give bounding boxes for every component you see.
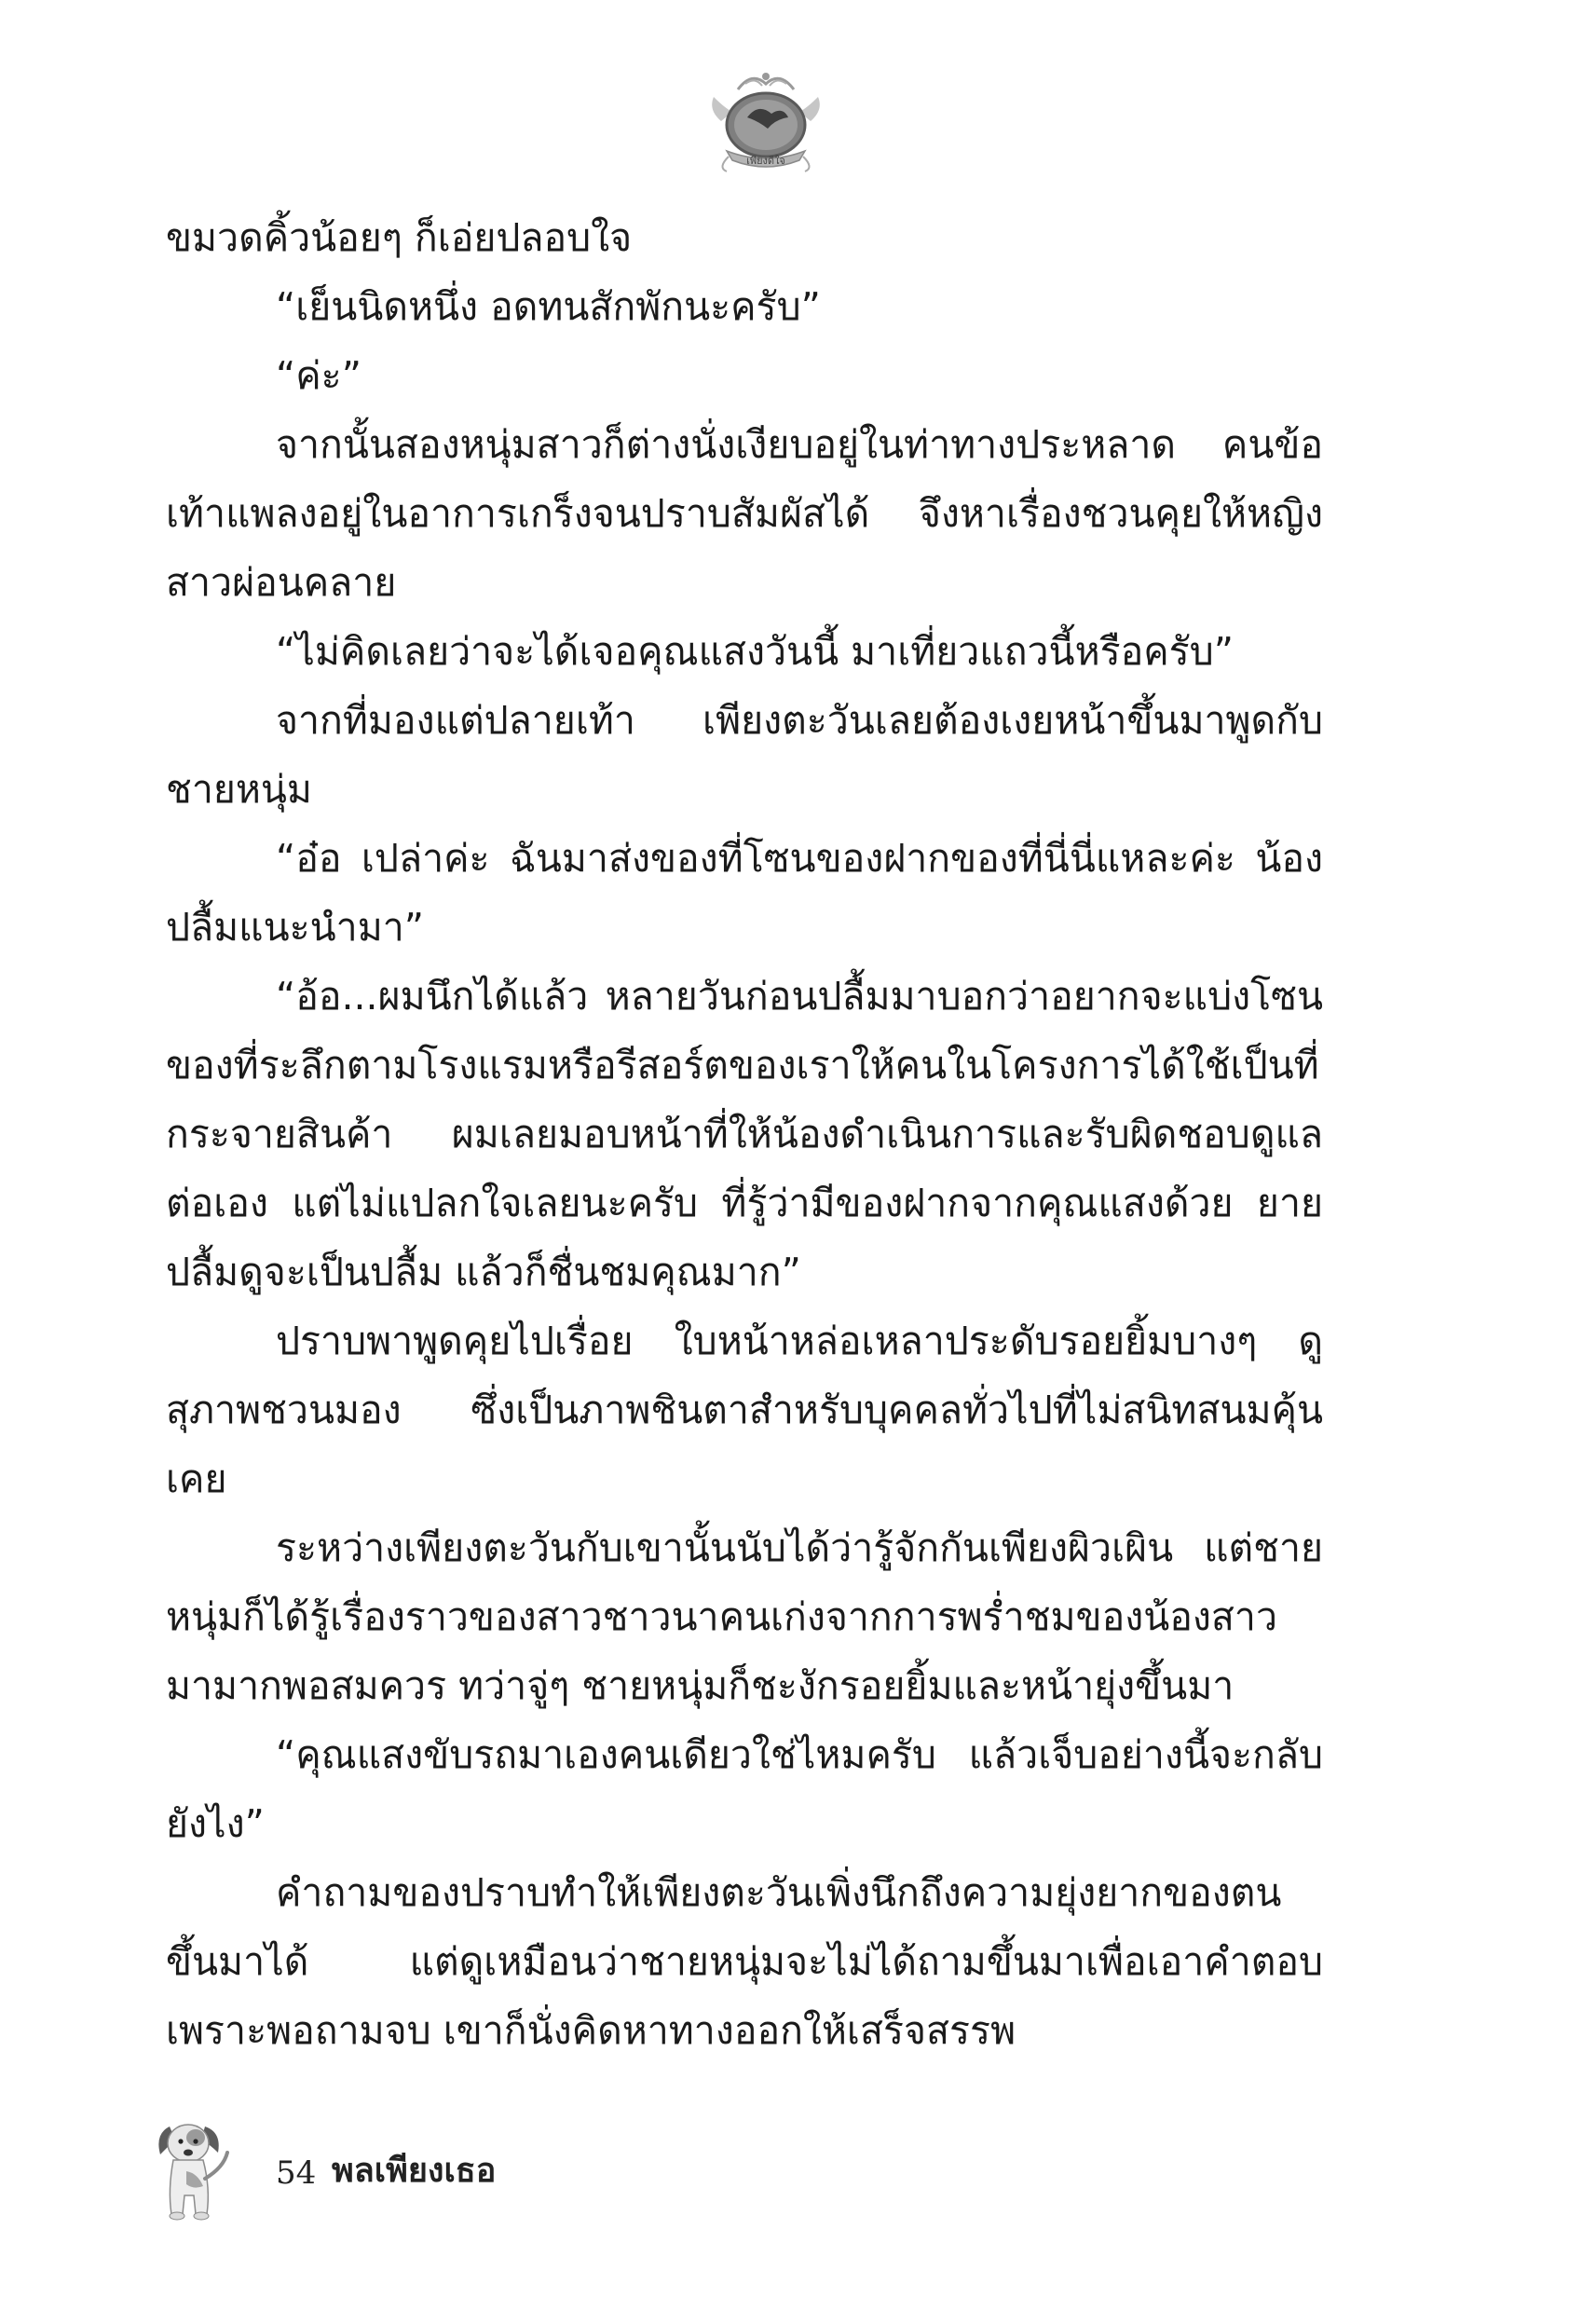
body-paragraph: จากที่มองแต่ปลายเท้า เพียงตะวันเลยต้องเงยหน้าขึ้นมาพูดกับชายหนุ่ม [166,698,1323,812]
body-paragraph: “ค่ะ” [276,353,361,398]
body-paragraph: “เย็นนิดหนึ่ง อดทนสักพักนะครับ” [276,284,821,329]
body-paragraph: คำถามของปราบทำให้เพียงตะวันเพิ่งนึกถึงความยุ่งยากของตนขึ้นมาได้ แต่ดูเหมือนว่าชายหนุ่มจะไม่ได้ถามขึ้นมาเพื่อเอาคำตอบ เพราะพอถามจบ เขาก็นั่งคิดหาทางออกให้เสร็จสรรพ [166,1870,1323,2053]
publisher-emblem-icon [701,63,831,175]
body-paragraph: จากนั้นสองหนุ่มสาวก็ต่างนั่งเงียบอยู่ในท่าทางประหลาด คนข้อเท้าแพลงอยู่ในอาการเกร็งจนปราบสัมผัสได้ จึงหาเรื่องชวนคุยให้หญิงสาวผ่อนคลาย [166,422,1323,605]
puppy-icon [149,2106,233,2227]
page-footer [149,2106,708,2227]
body-paragraph: ปราบพาพูดคุยไปเรื่อย ใบหน้าหล่อเหลาประดับรอยยิ้มบางๆ ดูสุภาพชวนมอง ซึ่งเป็นภาพชินตาสำหรับบุคคลทั่วไปที่ไม่สนิทสนมคุ้นเคย [166,1319,1323,1501]
page-number: 54 [276,2154,317,2192]
body-paragraph: ขมวดคิ้วน้อยๆ ก็เอ่ยปลอบใจ [166,215,633,260]
body-paragraph: ระหว่างเพียงตะวันกับเขานั้นนับได้ว่ารู้จักกันเพียงผิวเผิน แต่ชายหนุ่มก็ได้รู้เรื่องราวของสาวชาวนาคนเก่งจากการพร่ำชมของน้องสาวมามากพอสมควร ทว่าจู่ๆ ชายหนุ่มก็ชะงักรอยยิ้มและหน้ายุ่งขึ้นมา [166,1525,1323,1708]
body-paragraph: “คุณแสงขับรถมาเองคนเดียวใช่ไหมครับ แล้วเจ็บอย่างนี้จะกลับยังไง” [166,1732,1323,1846]
book-title: พลเพียงเธอ [332,2152,497,2190]
body-paragraph: “ไม่คิดเลยว่าจะได้เจอคุณแสงวันนี้ มาเที่ยวแถวนี้หรือครับ” [276,629,1234,674]
publisher-logo-text: เพียงดีใจ [746,155,785,167]
body-paragraph: “อ้อ...ผมนึกได้แล้ว หลายวันก่อนปลื้มมาบอกว่าอยากจะแบ่งโซนของที่ระลึกตามโรงแรมหรือรีสอร์ตของเราให้คนในโครงการได้ใช้เป็นที่กระจายสินค้า ผมเลยมอบหน้าที่ให้น้องดำเนินการและรับผิดชอบดูแลต่อเอง แต่ไม่แปลกใจเลยนะครับ ที่รู้ว่ามีของฝากจากคุณแสงด้วย ยายปลื้มดูจะเป็นปลื้ม แล้วก็ชื่นชมคุณมาก” [166,974,1323,1294]
body-paragraph: “อ๋อ เปล่าค่ะ ฉันมาส่งของที่โซนของฝากของที่นี่นี่แหละค่ะ น้องปลื้มแนะนำมา” [166,836,1323,950]
page-body [166,203,1323,2065]
